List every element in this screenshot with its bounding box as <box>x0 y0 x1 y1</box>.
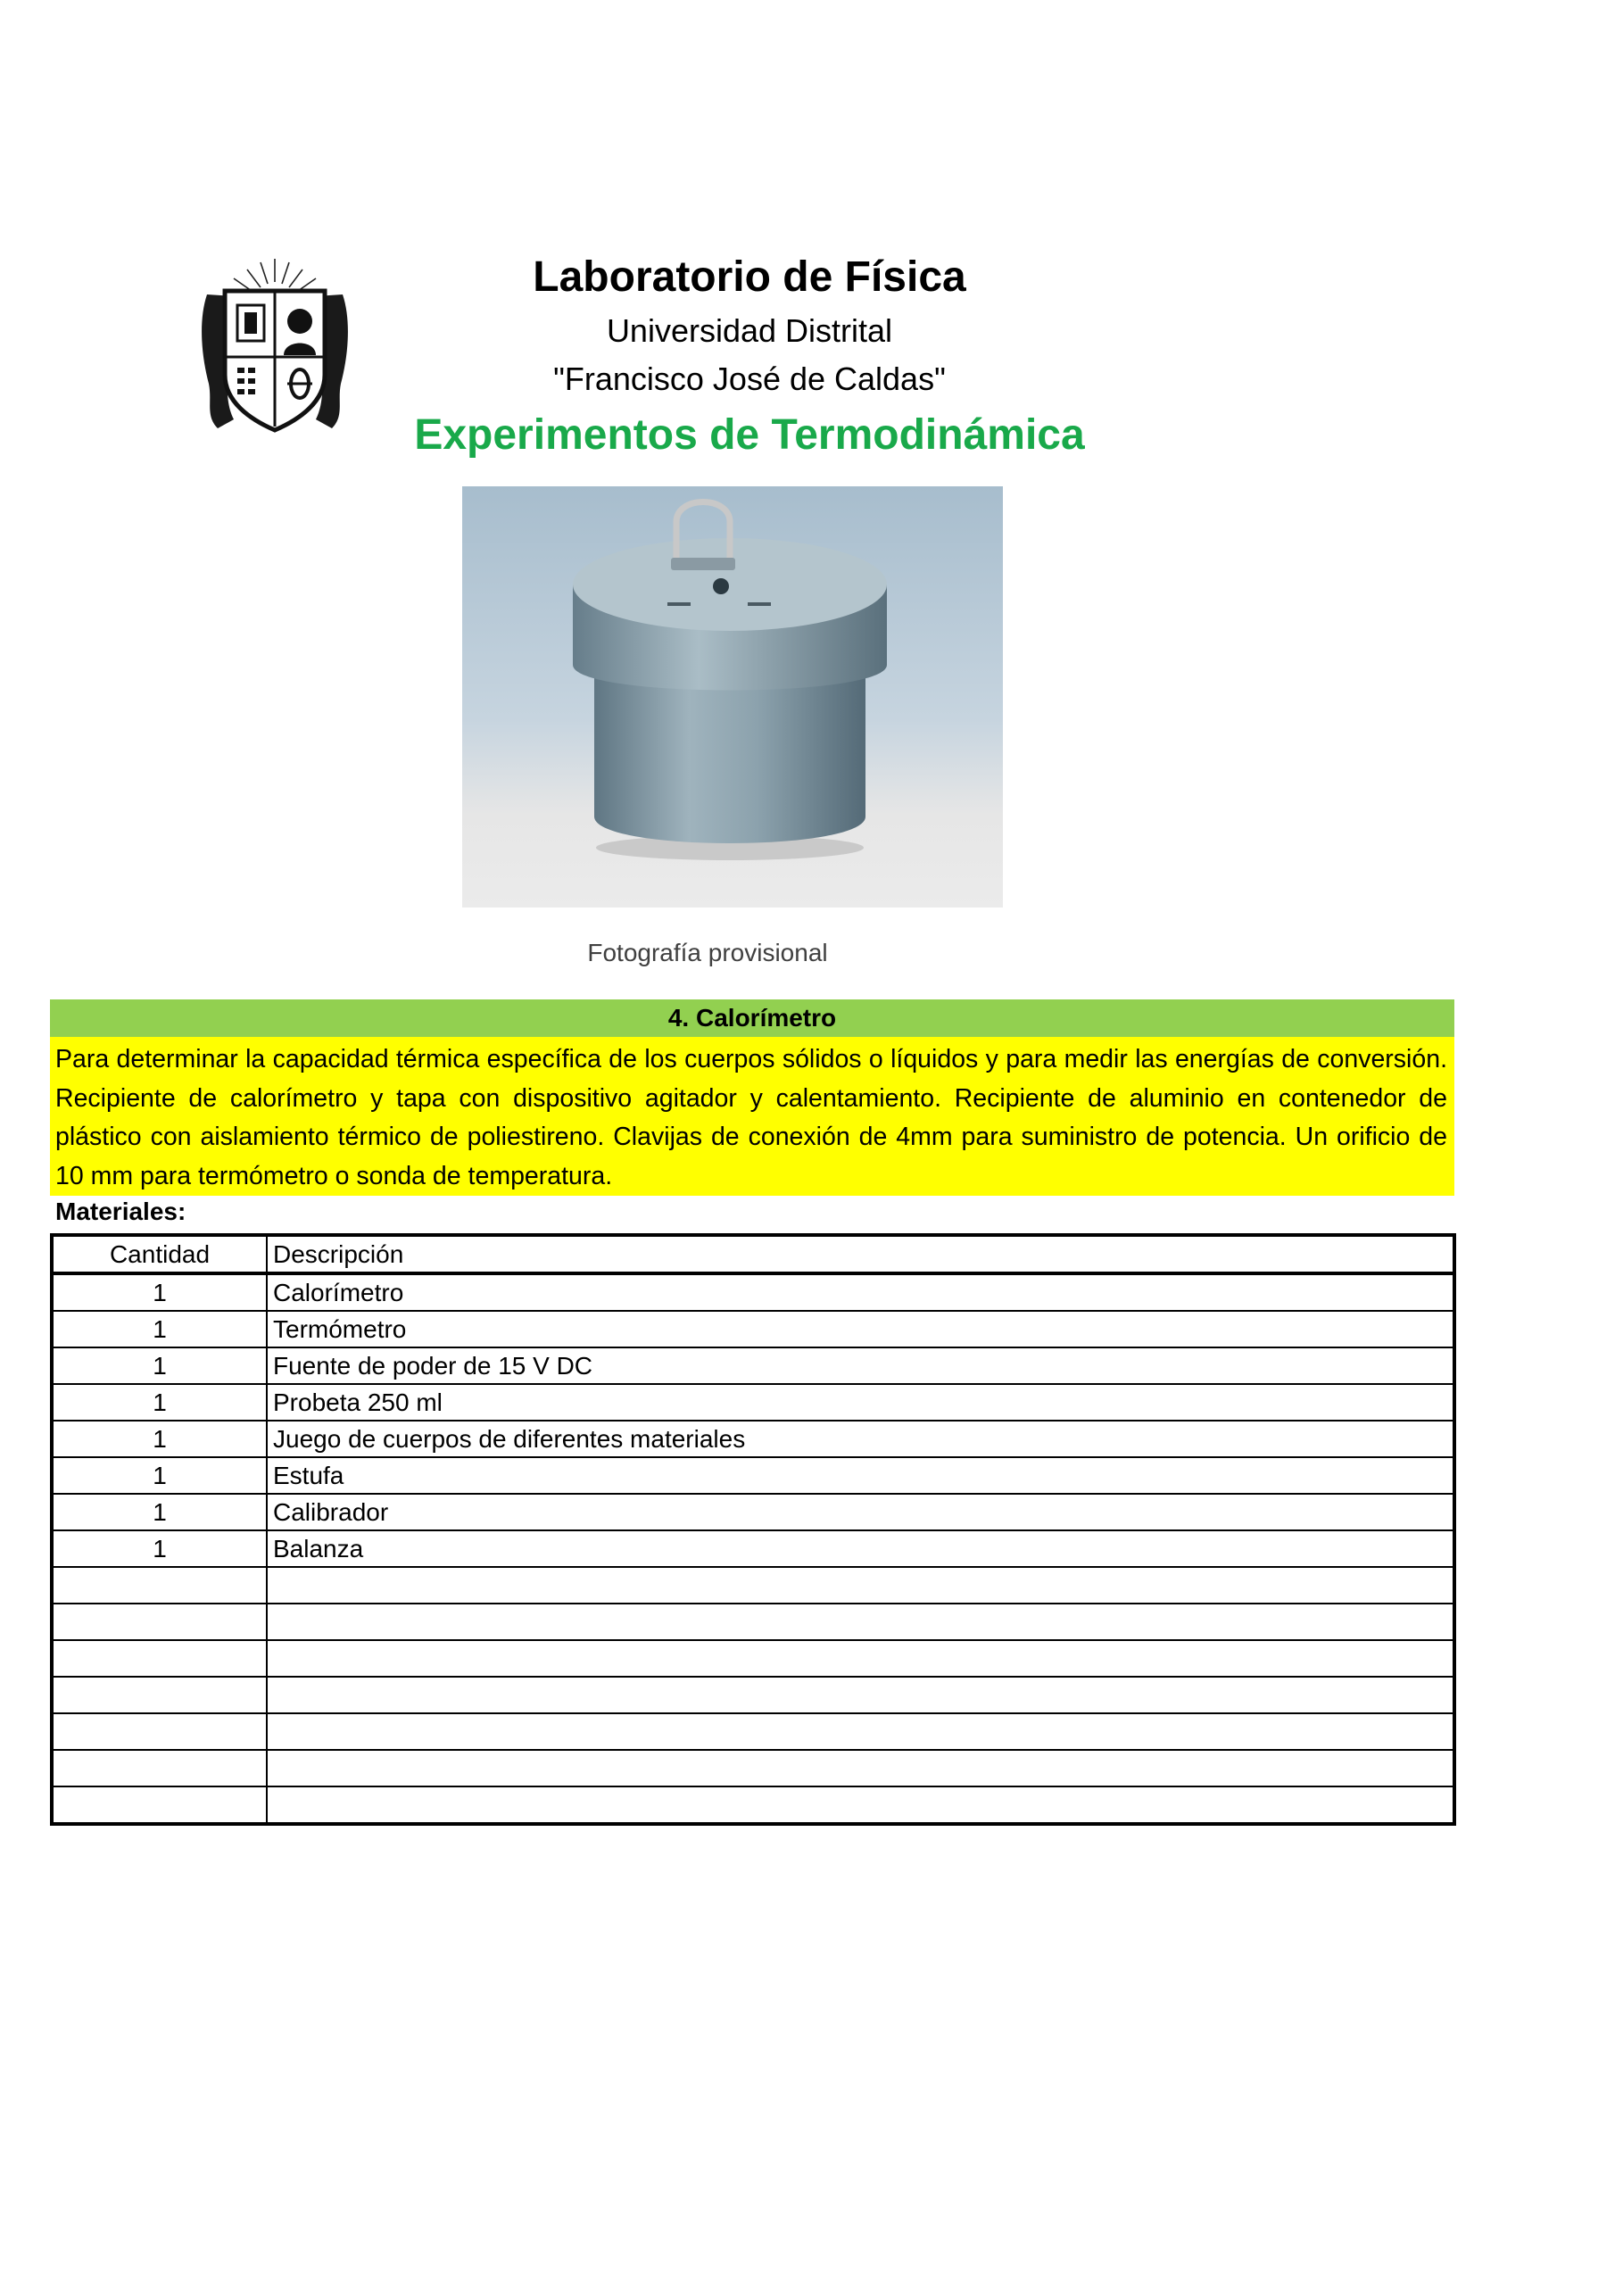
quantity-cell <box>52 1713 267 1750</box>
table-row <box>52 1384 1454 1421</box>
column-header-description: Descripción <box>267 1235 1454 1273</box>
photo-caption: Fotografía provisional <box>587 939 828 966</box>
description-cell <box>267 1567 1454 1604</box>
table-row <box>52 1494 1454 1530</box>
description-cell: Fuente de poder de 15 V DC <box>267 1347 1454 1384</box>
section-description: Para determinar la capacidad térmica específica de los cuerpos sólidos o líquidos y para medir las energías de conversión. Recipiente de calorímetro y tapa con dispositivo agitador y calentamiento. Recipiente de aluminio en contenedor de plástico con aislamiento térmico de poliestireno. Clavijas de conexión de 4mm para suministro de potencia. Un orificio de 10 mm para termómetro o sonda de temperatura. <box>55 1045 1447 1190</box>
table-row <box>52 1311 1454 1347</box>
section-title-bar <box>50 999 1454 1037</box>
quantity-cell: 1 <box>52 1347 267 1384</box>
materials-label: Materiales: <box>55 1198 186 1225</box>
experiment-title: Experimentos de Termodinámica <box>414 411 1085 459</box>
table-row <box>52 1567 1454 1604</box>
quantity-cell <box>52 1567 267 1604</box>
calorimeter-photo <box>462 486 1003 908</box>
table-header-row <box>52 1235 1454 1273</box>
description-cell: Estufa <box>267 1457 1454 1494</box>
table-row <box>52 1347 1454 1384</box>
table-row <box>52 1457 1454 1494</box>
section-title: 4. Calorímetro <box>667 1004 837 1032</box>
quantity-cell: 1 <box>52 1273 267 1311</box>
university-name: Universidad Distrital <box>606 312 893 349</box>
quantity-cell: 1 <box>52 1384 267 1421</box>
quantity-cell: 1 <box>52 1457 267 1494</box>
description-cell <box>267 1677 1454 1713</box>
column-header-quantity: Cantidad <box>52 1235 267 1273</box>
table-row <box>52 1273 1454 1311</box>
quantity-cell <box>52 1604 267 1640</box>
table-row <box>52 1421 1454 1457</box>
calorimeter-illustration <box>462 486 1003 908</box>
quantity-cell <box>52 1640 267 1677</box>
table-row <box>52 1604 1454 1640</box>
quantity-cell: 1 <box>52 1311 267 1347</box>
description-cell: Calorímetro <box>267 1273 1454 1311</box>
description-cell <box>267 1750 1454 1786</box>
description-cell <box>267 1713 1454 1750</box>
description-cell <box>267 1604 1454 1640</box>
description-cell <box>267 1640 1454 1677</box>
table-row <box>52 1640 1454 1677</box>
quantity-cell <box>52 1786 267 1824</box>
description-cell: Juego de cuerpos de diferentes materiales <box>267 1421 1454 1457</box>
university-logo <box>198 259 352 434</box>
table-row <box>52 1677 1454 1713</box>
materials-table <box>50 1233 1456 1826</box>
quantity-cell <box>52 1677 267 1713</box>
description-cell: Balanza <box>267 1530 1454 1567</box>
description-cell: Probeta 250 ml <box>267 1384 1454 1421</box>
table-row <box>52 1750 1454 1786</box>
quantity-cell: 1 <box>52 1421 267 1457</box>
description-cell <box>267 1786 1454 1824</box>
table-row <box>52 1713 1454 1750</box>
quantity-cell: 1 <box>52 1530 267 1567</box>
quantity-cell: 1 <box>52 1494 267 1530</box>
description-cell: Calibrador <box>267 1494 1454 1530</box>
table-row <box>52 1530 1454 1567</box>
lab-title: Laboratorio de Física <box>533 253 966 301</box>
quantity-cell <box>52 1750 267 1786</box>
table-row <box>52 1786 1454 1824</box>
description-cell: Termómetro <box>267 1311 1454 1347</box>
university-subtitle: "Francisco José de Caldas" <box>553 361 946 397</box>
